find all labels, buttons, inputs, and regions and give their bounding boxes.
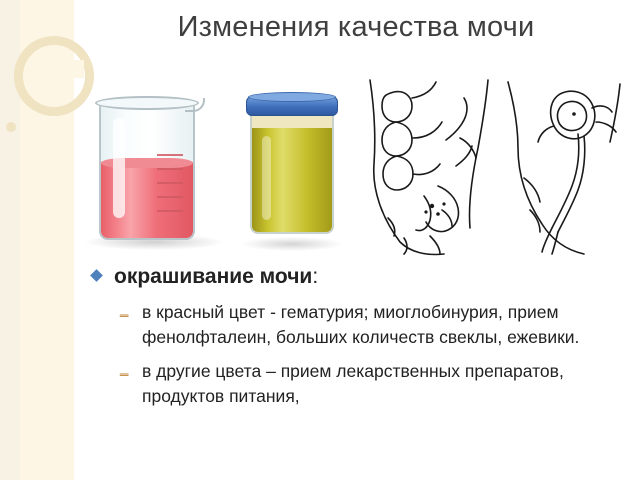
beaker-spout	[185, 98, 205, 112]
page-title: Изменения качества мочи	[177, 11, 535, 43]
bullet-label-strong: окрашивание мочи	[114, 265, 313, 288]
illustration-row	[60, 72, 630, 257]
sub-bullet-list	[88, 300, 612, 409]
cup-highlight	[262, 136, 271, 220]
bladder-line-drawing	[360, 78, 500, 256]
cup-body	[250, 114, 334, 234]
beaker-highlight	[113, 118, 125, 218]
bullet-item-primary	[88, 262, 612, 292]
bullet-list	[88, 262, 612, 418]
bullet-label-tail: :	[312, 265, 319, 288]
list-item-text: в красный цвет - гематурия; миоглобинурия, прием фенолфталеин, больших количеств свеклы, ежевики.	[142, 302, 580, 347]
beaker-glass	[99, 102, 195, 240]
list-item	[120, 359, 612, 409]
list-item	[120, 300, 612, 350]
sub-bullet-icon: ‗	[120, 301, 129, 318]
beaker-tick-mark	[157, 154, 183, 156]
beaker-red-liquid-image	[77, 92, 227, 252]
beaker-tick-mark	[157, 182, 183, 184]
beaker-tick-mark	[157, 196, 183, 198]
sub-bullet-icon: ‗	[120, 360, 129, 377]
kidney-line-drawing	[500, 78, 630, 256]
cup-shadow	[242, 237, 342, 251]
cup-foam-layer	[252, 114, 332, 128]
diamond-bullet-icon	[90, 269, 103, 282]
beaker-tick-mark	[157, 210, 183, 212]
beaker-rim	[95, 96, 199, 110]
beaker-tick-mark	[157, 168, 183, 170]
urine-sample-cup-image	[238, 90, 348, 255]
cup-lid-top	[248, 92, 336, 102]
decorative-dot	[6, 122, 16, 132]
list-item-text: в другие цвета – прием лекарственных препаратов, продуктов питания,	[142, 361, 564, 406]
